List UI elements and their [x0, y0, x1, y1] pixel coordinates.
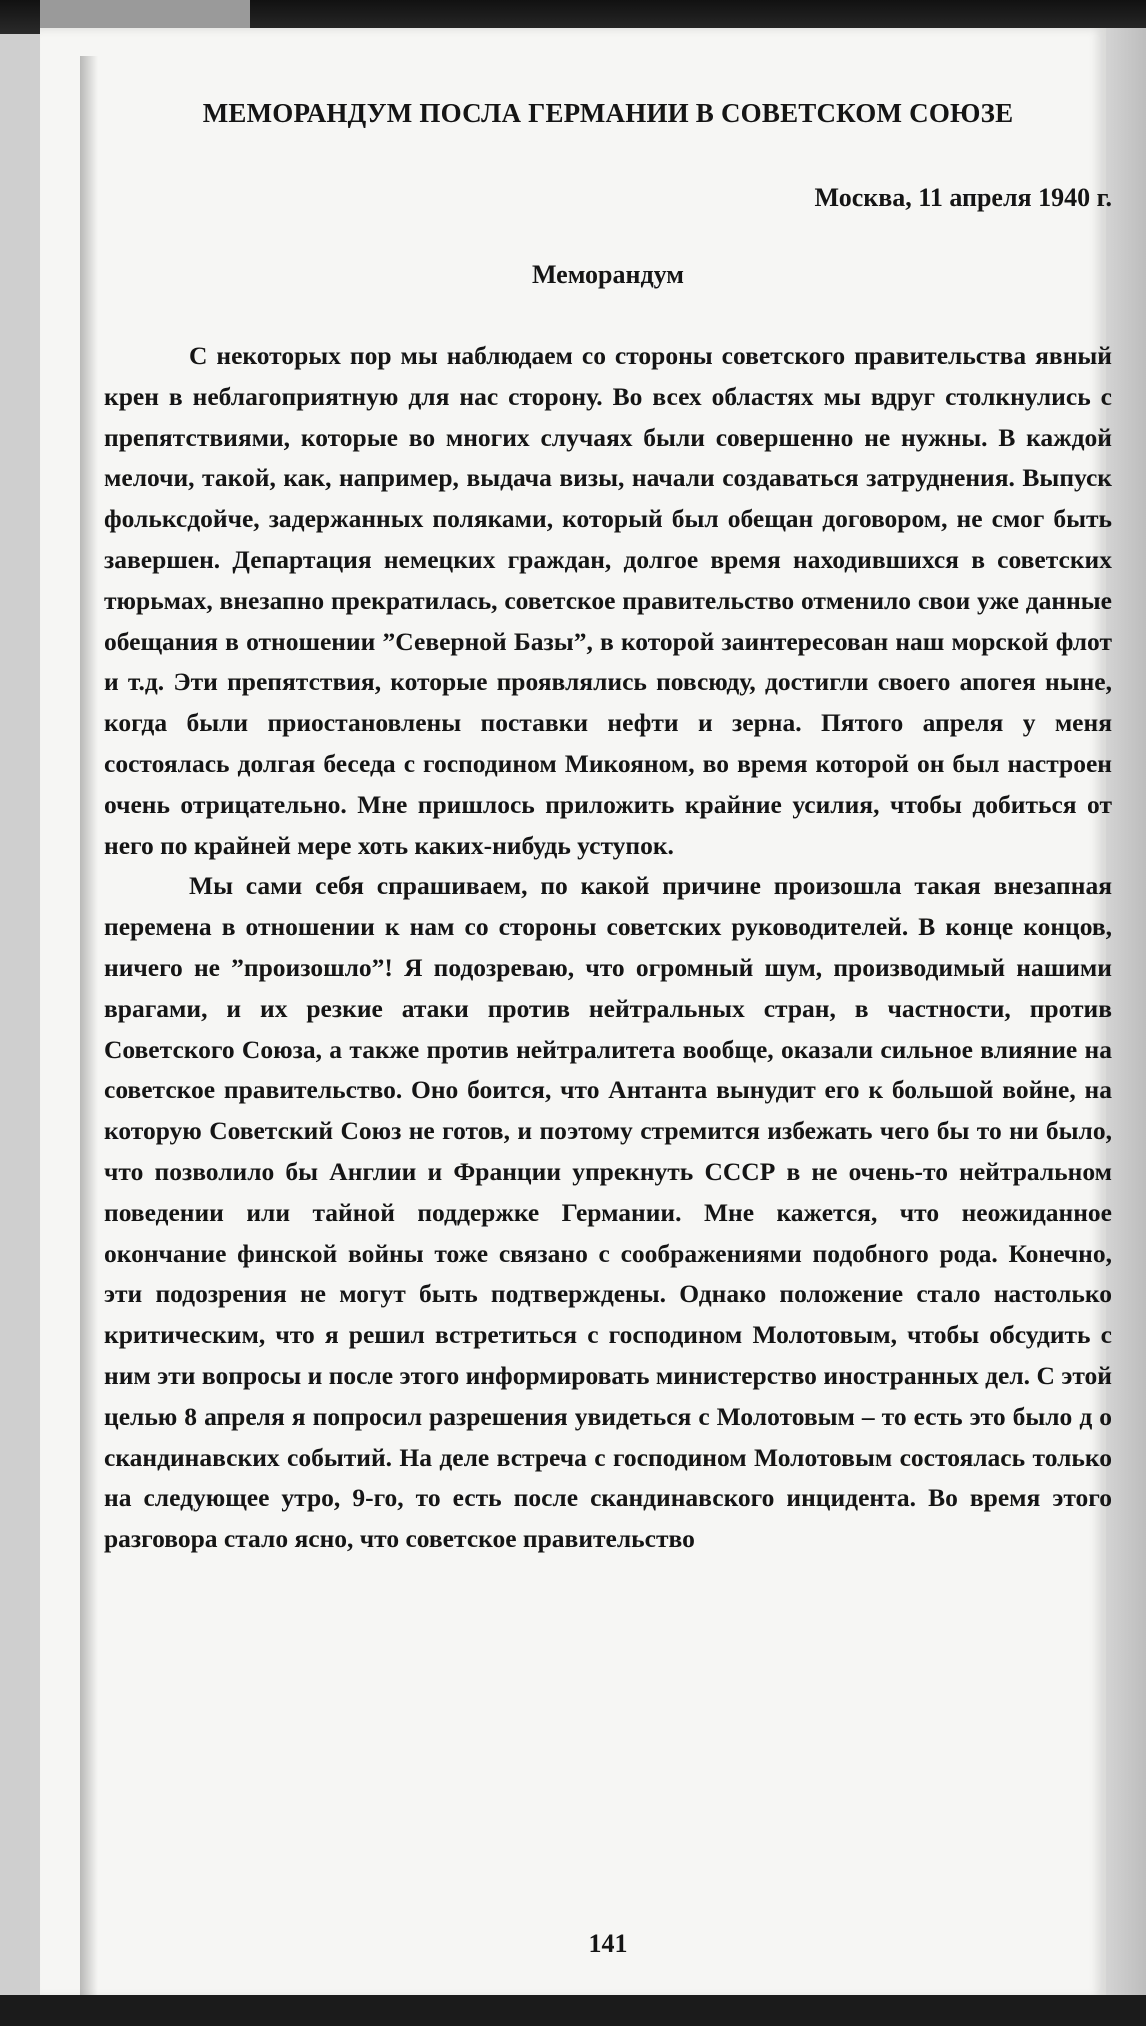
document-heading: МЕМОРАНДУМ ПОСЛА ГЕРМАНИИ В СОВЕТСКОМ СОЮЗЕ [202, 98, 1014, 128]
document-date: Москва, 11 апреля 1940 г. [814, 183, 1112, 212]
binding-shadow [80, 56, 98, 2026]
paragraph: Мы сами себя спрашиваем, по какой причине произошла такая внезапная перемена в отношении к нам со стороны советских руководителей. В конце концов, ничего не ”произошло”! Я подозреваю, что огромный шум, производимый нашими врагами, и их резкие атаки против нейтральных стран, в частности, против Советского Союза, а также против нейтралитета вообще, оказали сильное влияние на советское правительство. Оно боится, что Антанта вынудит его к большой войне, на которую Советский Союз не готов, и поэтому стремится избежать чего бы то ни было, что позволило бы Англии и Франции упрекнуть СССР в не очень-то нейтральном поведении или тайной поддержке Германии. Мне кажется, что неожиданное окончание финской войны тоже связано с соображениями подобного рода. Конечно, эти подозрения не могут быть подтверждены. Однако положение стало настолько критическим, что я решил встретиться с господином Молотовым, чтобы обсудить с ним эти вопросы и после этого информировать министерство иностранных дел. С этой целью 8 апреля я попросил разрешения увидеться с Молотовым – то есть это было д о скандинавских событий. На деле встреча с господином Молотовым состоялась только на следующее утро, 9-го, то есть после скандинавского инцидента. Во время этого разговора стало ясно, что советское правительство [104, 871, 1112, 1554]
book-page [40, 28, 1112, 1998]
paragraph: С некоторых пор мы наблюдаем со стороны советского правительства явный крен в неблагоприятную для нас сторону. Во всех областях мы вдруг столкнулись с препятствиями, которые во многих случаях были совершенно не нужны. В каждой мелочи, такой, как, например, выдача визы, начали создаваться затруднения. Выпуск фольксдойче, задержанных поляками, который был обещан договором, не смог быть завершен. Департация немецких граждан, долгое время находившихся в советских тюрьмах, внезапно прекратилась, советское правительство отменило свои уже данные обещания в отношении ”Северной Базы”, в которой заинтересован наш морской флот и т.д. Эти препятствия, которые проявлялись повсюду, достигли своего апогея ныне, когда были приостановлены поставки нефти и зерна. Пятого апреля у меня состоялась долгая беседа с господином Микояном, во время которой он был настроен очень отрицательно. Мне пришлось приложить крайние усилия, чтобы добиться от него по крайней мере хоть каких-нибудь уступок. [104, 341, 1112, 860]
scan-top-light-patch [40, 0, 250, 28]
document-subheading: Меморандум [531, 260, 685, 289]
scan-bottom-border [0, 1995, 1146, 2026]
body-text [104, 336, 1112, 1560]
page-number: 141 [588, 1929, 628, 1958]
